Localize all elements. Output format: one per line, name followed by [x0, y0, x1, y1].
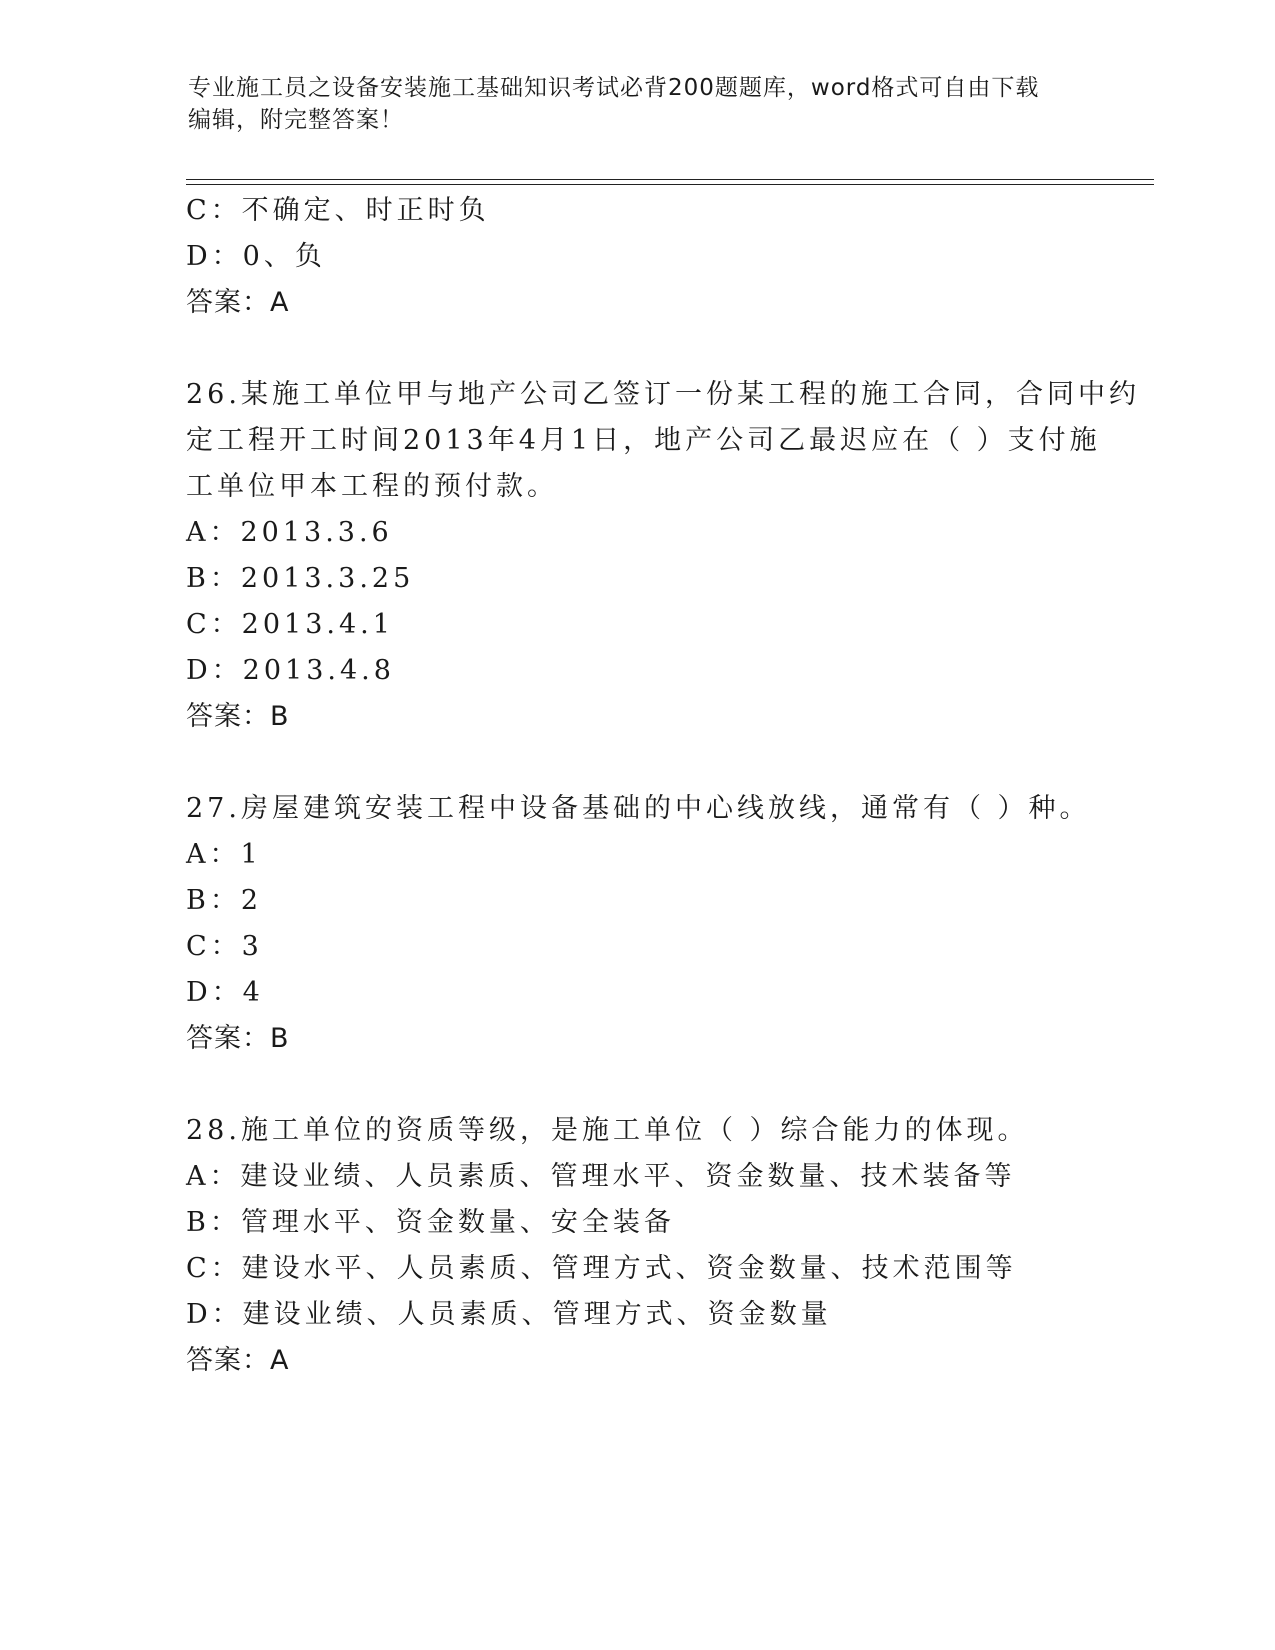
question-27 [186, 786, 1091, 1062]
question-stem: 28.施工单位的资质等级，是施工单位（ ）综合能力的体现。 [186, 1115, 1029, 1146]
previous-question-tail [186, 188, 1086, 326]
option-c: C：不确定、时正时负 [186, 195, 490, 226]
question-stem: 26.某施工单位甲与地产公司乙签订一份某工程的施工合同，合同中约 定工程开工时间2013年4月1日，地产公司乙最迟应在（ ）支付施 工单位甲本工程的预付款。 [186, 379, 1140, 502]
answer-line: 答案：B [186, 1023, 290, 1054]
header-divider-top [186, 179, 1154, 180]
option-d: D：2013.4.8 [186, 655, 395, 686]
question-content [186, 188, 1140, 1384]
header-divider-bottom [186, 184, 1154, 185]
option-c: C：2013.4.1 [186, 609, 394, 640]
answer-line: 答案：A [186, 287, 290, 318]
option-a: A：1 [186, 839, 262, 870]
question-26 [186, 372, 1140, 740]
option-c: C：3 [186, 931, 263, 962]
answer-line: 答案：B [186, 701, 290, 732]
option-b: B：2013.3.25 [186, 563, 415, 594]
answer-line: 答案：A [186, 1345, 290, 1376]
option-b: B：管理水平、资金数量、安全装备 [186, 1207, 675, 1238]
header-line-1: 专业施工员之设备安装施工基础知识考试必背200题题库，word格式可自由下载 [188, 75, 1040, 101]
option-d: D：0、负 [186, 241, 326, 272]
option-d: D：4 [186, 977, 264, 1008]
option-a: A：建设业绩、人员素质、管理水平、资金数量、技术装备等 [186, 1161, 1016, 1192]
option-d: D：建设业绩、人员素质、管理方式、资金数量 [186, 1299, 832, 1330]
page-header [188, 72, 1088, 136]
question-stem: 27.房屋建筑安装工程中设备基础的中心线放线，通常有（ ）种。 [186, 793, 1091, 824]
option-a: A：2013.3.6 [186, 517, 393, 548]
question-28 [186, 1108, 1086, 1384]
option-c: C：建设水平、人员素质、管理方式、资金数量、技术范围等 [186, 1253, 1017, 1284]
option-b: B：2 [186, 885, 263, 916]
header-line-2: 编辑，附完整答案！ [188, 107, 404, 133]
